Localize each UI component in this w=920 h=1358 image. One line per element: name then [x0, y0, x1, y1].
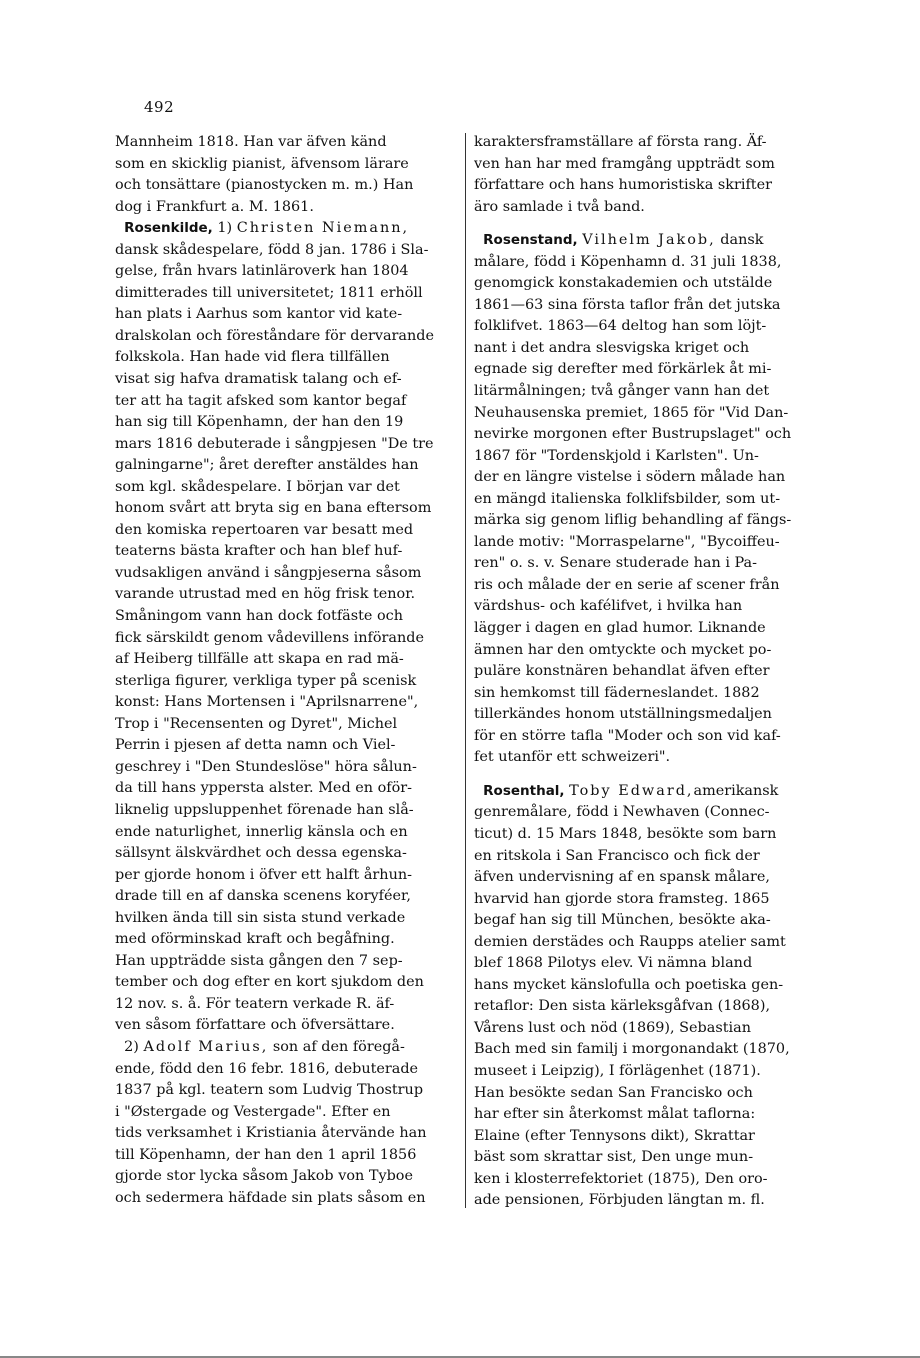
entry-body: [474, 252, 812, 769]
text-line: teaterns bästa krafter och han blef huf-: [115, 543, 403, 560]
text-line: han sig till Köpenhamn, der han den 19: [115, 414, 404, 431]
entry-headword: Rosenkilde,: [124, 220, 213, 237]
text-line: ticut) d. 15 Mars 1848, besökte som barn: [474, 825, 777, 842]
text-line: nant i det andra slesvigska kriget och: [474, 339, 750, 356]
text-line: Småningom vann han dock fotfäste och: [115, 608, 403, 625]
text-line: en mängd italienska folklifsbilder, som ut-: [474, 490, 781, 507]
text-line: demien derstädes och Raupps atelier samt: [474, 933, 786, 950]
text-line: ven såsom författare och öfversättare.: [115, 1017, 395, 1034]
text-line: Han uppträdde sista gången den 7 sep-: [115, 952, 403, 969]
text-line: ämnen har den omtyckte och mycket po-: [474, 641, 772, 658]
text-line: en ritskola i San Francisco och fick der: [474, 847, 760, 864]
text-line: da till hans yppersta alster. Med en oför-: [115, 780, 412, 797]
text-line: mars 1816 debuterade i sångpjesen "De tre: [115, 435, 434, 452]
text-line: konst: Hans Mortensen i "Aprilsnarrene",: [115, 694, 419, 711]
text-line: ende naturlighet, innerlig känsla och en: [115, 823, 408, 840]
text-line: hvilken ända till sin sista stund verkade: [115, 909, 406, 926]
text-line: 1867 för "Tordenskjold i Karlsten". Un-: [474, 447, 759, 464]
text-line: per gjorde honom i öfver ett halft århun-: [115, 866, 412, 883]
text-line: 1861—63 sina första taflor från det jutska: [474, 296, 781, 313]
person-name: Toby Edward,: [569, 782, 694, 799]
person-name: Christen Niemann,: [236, 220, 410, 237]
text-line: ter att ha tagit afsked som kantor begaf: [115, 392, 407, 409]
person-name: Vilhelm Jakob,: [582, 232, 716, 249]
text-line: geschrey i "Den Stundeslöse" höra sålun-: [115, 758, 417, 775]
text-line: honom svårt att bryta sig en bana eftersom: [115, 500, 432, 517]
text-line: bäst som skrattar sist, Den unge mun-: [474, 1149, 754, 1166]
text-line: begaf han sig till München, besökte aka-: [474, 912, 771, 929]
text-line: Vårens lust och nöd (1869), Sebastian: [474, 1019, 751, 1036]
text-line: till Köpenhamn, der han den 1 april 1856: [115, 1146, 417, 1163]
text-line: dralskolan och föreståndare för dervarande: [115, 327, 435, 344]
text-line: tillerkändes honom utställningsmedaljen: [474, 706, 772, 723]
entry-number: 1): [212, 220, 237, 237]
text-line: sin hemkomst till fäderneslandet. 1882: [474, 684, 760, 701]
text-line: som en skicklig pianist, äfvensom lärare: [115, 155, 409, 172]
text-line: 1837 på kgl. teatern som Ludvig Thostrup: [115, 1082, 424, 1099]
entry-adolf-marius: [115, 1037, 460, 1209]
text-line: nevirke morgonen efter Bustrupslaget" och: [474, 426, 792, 443]
text-line: galningarne"; året derefter anstäldes han: [115, 457, 419, 474]
text-line: Han besökte sedan San Francisko och: [474, 1084, 753, 1101]
entry-body: [115, 1059, 460, 1210]
text-line: den komiska repertoaren var besatt med: [115, 521, 414, 538]
text-line: dimitterades till universitetet; 1811 erhöll: [115, 284, 423, 301]
text-line: tids verksamhet i Kristiania återvände han: [115, 1125, 427, 1142]
entry-rosenthal: [474, 781, 812, 1212]
text-line: och tonsättare (pianostycken m. m.) Han: [115, 177, 414, 194]
text-line: drade till en af danska scenens koryféer,: [115, 888, 411, 905]
text-line: puläre konstnären behandlat äfven efter: [474, 663, 770, 680]
right-column: [474, 132, 812, 1212]
text-line: dog i Frankfurt a. M. 1861.: [115, 198, 314, 215]
entry-rosenkilde: [115, 218, 460, 1037]
text-line: han plats i Aarhus som kantor vid kate-: [115, 306, 403, 323]
text-line: med oförminskad kraft och begåfning.: [115, 931, 395, 948]
person-name: Adolf Marius,: [143, 1038, 269, 1055]
text-line: dansk skådespelare, född 8 jan. 1786 i Sla-: [115, 241, 429, 258]
text-line: folkskola. Han hade vid flera tillfällen: [115, 349, 390, 366]
entry-body: [115, 240, 460, 1037]
text-line: fet utanför ett schweizeri".: [474, 749, 671, 766]
entry-gap: [474, 218, 812, 230]
text-line: karaktersframställare af första rang. Äf-: [474, 134, 767, 150]
text-line: Perrin i pjesen af detta namn och Viel-: [115, 737, 396, 754]
entry-first-line: [115, 1037, 460, 1059]
text-line: litärmålningen; två gånger vann han det: [474, 383, 770, 400]
text-line: lande motiv: "Morraspelarne", "Bycoiffeu-: [474, 533, 780, 550]
entry-body: [474, 802, 812, 1211]
text-line: äfven undervisning af en spansk målare,: [474, 869, 770, 886]
text-line: lägger i dagen en glad humor. Liknande: [474, 620, 766, 637]
text-line: varande utrustad med en hög frisk tenor.: [115, 586, 416, 603]
text-line: för en större tafla "Moder och son vid kaf-: [474, 727, 781, 744]
text-line: fick särskildt genom vådevillens införande: [115, 629, 424, 646]
text-line: gelse, från hvars latinläroverk han 1804: [115, 263, 409, 280]
entry-text: son af den föregå-: [268, 1038, 405, 1055]
text-line: i "Østergade og Vestergade". Efter en: [115, 1103, 391, 1120]
text-line: Elaine (efter Tennysons dikt), Skrattar: [474, 1127, 755, 1144]
paragraph-continuation: [474, 132, 812, 218]
text-line: egnade sig derefter med förkärlek åt mi-: [474, 361, 772, 378]
entry-text: amerikansk: [693, 782, 779, 799]
text-line: Bach med sin familj i morgonandakt (1870,: [474, 1041, 790, 1058]
text-line: vudsakligen använd i sångpjeserna såsom: [115, 564, 422, 581]
text-line: som kgl. skådespelare. I början var det: [115, 478, 400, 495]
column-divider: [465, 133, 466, 1208]
text-line: ven han har med framgång uppträdt som: [474, 155, 775, 172]
text-line: hans mycket känslofulla och poetiska gen-: [474, 976, 784, 993]
text-line: retaflor: Den sista kärleksgåfvan (1868),: [474, 998, 771, 1015]
entry-number: 2): [124, 1038, 144, 1055]
text-line: af Heiberg tillfälle att skapa en rad mä-: [115, 651, 404, 668]
text-line: ade pensionen, Förbjuden längtan m. fl.: [474, 1192, 765, 1209]
entry-first-line: [474, 230, 812, 252]
text-line: blef 1868 Pilotys elev. Vi nämna bland: [474, 955, 753, 972]
text-line: ken i klosterrefektoriet (1875), Den oro-: [474, 1170, 768, 1187]
entry-gap: [474, 769, 812, 781]
text-line: författare och hans humoristiska skrifter: [474, 177, 772, 194]
text-line: liknelig uppsluppenhet förenade han slå-: [115, 801, 414, 818]
text-line: sterliga figurer, verkliga typer på scenisk: [115, 672, 417, 689]
text-line: märka sig genom liflig behandling af fängs-: [474, 512, 792, 529]
text-line: Mannheim 1818. Han var äfven känd: [115, 134, 387, 150]
text-line: och sedermera häfdade sin plats såsom en: [115, 1189, 426, 1206]
text-line: ris och målade der en serie af scener från: [474, 576, 780, 593]
text-line: gjorde stor lycka såsom Jakob von Tyboe: [115, 1168, 413, 1185]
entry-first-line: [115, 218, 460, 240]
text-line: folklifvet. 1863—64 deltog han som löjt-: [474, 318, 767, 335]
text-line: 12 nov. s. å. För teatern verkade R. äf-: [115, 995, 395, 1012]
text-line: visat sig hafva dramatisk talang och ef-: [115, 371, 402, 388]
paragraph-continuation: [115, 132, 460, 218]
entry-first-line: [474, 781, 812, 803]
text-line: genremålare, född i Newhaven (Connec-: [474, 804, 770, 821]
text-line: har efter sin återkomst målat taflorna:: [474, 1106, 756, 1123]
text-line: hvarvid han gjorde stora framsteg. 1865: [474, 890, 770, 907]
text-line: Trop i "Recensenten og Dyret", Michel: [115, 715, 398, 732]
entry-headword: Rosenthal,: [483, 782, 565, 799]
entry-headword: Rosenstand,: [483, 232, 578, 249]
page-number: 492: [144, 98, 175, 116]
text-line: ende, född den 16 febr. 1816, debuterade: [115, 1060, 419, 1077]
text-line: äro samlade i två band.: [474, 198, 645, 215]
text-line: der en längre vistelse i södern målade han: [474, 469, 786, 486]
entry-text: dansk: [715, 232, 764, 249]
text-line: sällsynt älskvärdhet och dessa egenska-: [115, 845, 407, 862]
entry-rosenstand: [474, 230, 812, 769]
text-line: ren" o. s. v. Senare studerade han i Pa-: [474, 555, 757, 572]
text-line: Neuhausenska premiet, 1865 för "Vid Dan-: [474, 404, 789, 421]
text-line: målare, född i Köpenhamn d. 31 juli 1838,: [474, 253, 782, 270]
text-line: värdshus- och kafélifvet, i hvilka han: [474, 598, 743, 615]
text-line: museet i Leipzig), I förlägenhet (1871).: [474, 1062, 761, 1079]
left-column: [115, 132, 460, 1209]
text-line: tember och dog efter en kort sjukdom den: [115, 974, 424, 991]
text-line: genomgick konstakademien och utstälde: [474, 275, 773, 292]
